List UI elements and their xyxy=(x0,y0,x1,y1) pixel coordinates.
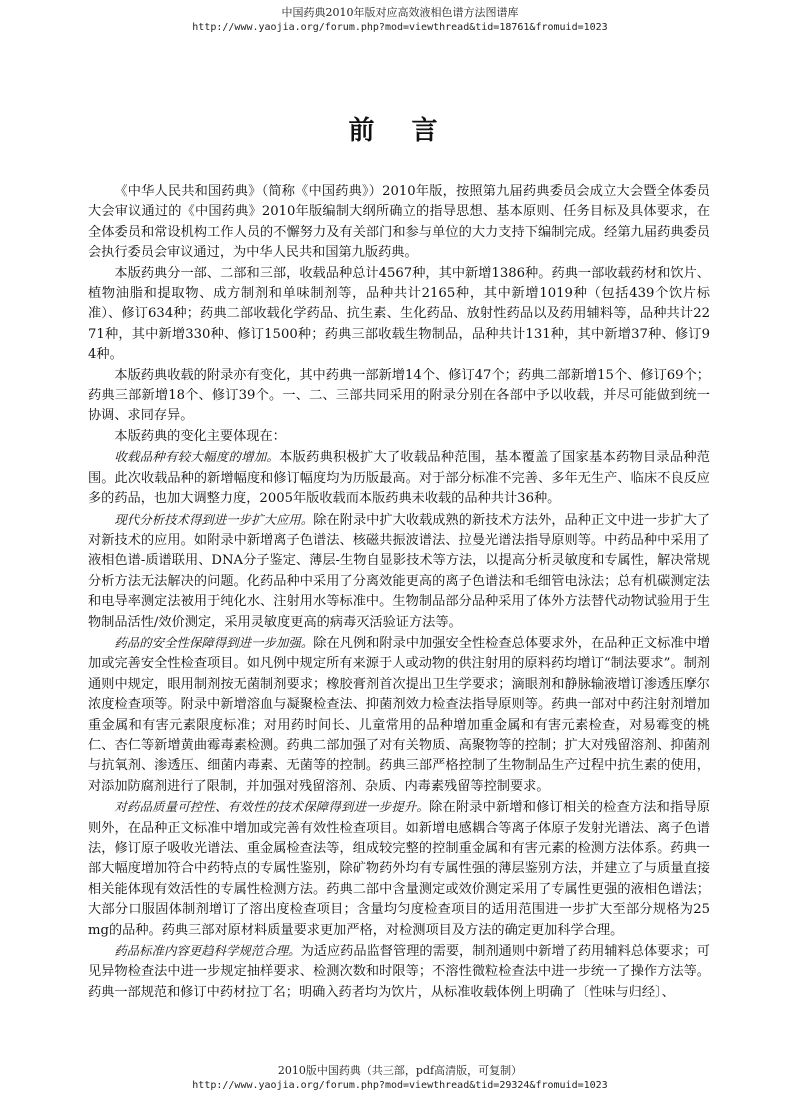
paragraph-text: 本版药典收载的附录亦有变化，其中药典一部新增14个、修订47个；药典二部新增15个、修订69个；药典三部新增18个、修订39个。一、二、三部共同采用的附录分别在各部中予以收载，并尽可能做到统一协调、求同存异。 xyxy=(88,367,710,424)
paragraph-3 xyxy=(88,366,710,427)
footer-url[interactable]: http://www.yaojia.org/forum.php?mod=viewthread&tid=29324&fromuid=1023 xyxy=(192,1080,608,1091)
paragraph-text: 除在附录中扩大收载成熟的新技术方法外，品种正文中进一步扩大了对新技术的应用。如附录中新增离子色谱法、核磁共振波谱法、拉曼光谱法指导原则等。中药品种中采用了液相色谱-质谱联用、DNA分子鉴定、薄层-生物自显影技术等方法，以提高分析灵敏度和专属性，解决常规分析方法无法解决的问题。化药品种中采用了分离效能更高的离子色谱法和毛细管电泳法；总有机碳测定法和电导率测定法被用于纯化水、注射用水等标准中。生物制品部分品种采用了体外方法替代动物试验用于生物制品活性/效价测定，采用灵敏度更高的病毒灭活验证方法等。 xyxy=(88,512,711,630)
paragraph-text: 《中华人民共和国药典》（简称《中国药典》）2010年版，按照第九届药典委员会成立大会暨全体委员大会审议通过的《中国药典》2010年版编制大纲所确立的指导思想、基本原则、任务目标及具体要求，在全体委员和常设机构工作人员的不懈努力及有关部门和参与单位的大力支持下编制完成。经第九届药典委员会执行委员会审议通过，为中华人民共和国第九版药典。 xyxy=(88,184,710,261)
paragraph-9 xyxy=(88,941,710,1003)
paragraph-5 xyxy=(88,447,710,509)
paragraph-lead: 收载品种有较大幅度的增加。 xyxy=(114,449,280,465)
footer-title: 2010版中国药典（共三部，pdf高清版，可复制） xyxy=(277,1064,523,1077)
paragraph-8 xyxy=(88,797,710,941)
document-body xyxy=(88,182,710,1003)
paragraph-text: 除在凡例和附录中加强安全性检查总体要求外，在品种正文标准中增加或完善安全性检查项目。如凡例中规定所有来源于人或动物的供注射用的原料药均增订“制法要求”。制剂通则中规定，眼用制剂按无菌制剂要求；橡胶膏剂首次提出卫生学要求；滴眼剂和静脉输液增订渗透压摩尔浓度检查项等。附录中新增溶血与凝聚检查法、抑菌剂效力检查法指导原则等。药典一部对中药注射剂增加重金属和有害元素限度标准；对用药时间长、儿童常用的品种增加重金属和有害元素检查，对易霉变的桃仁、杏仁等新增黄曲霉毒素检测。药典二部加强了对有关物质、高聚物等的控制；扩大对残留溶剂、抑菌剂与抗氧剂、渗透压、细菌内毒素、无菌等的控制。药典三部严格控制了生物制品生产过程中抗生素的使用，对添加防腐剂进行了限制，并加强对残留溶剂、杂质、内毒素残留等控制要求。 xyxy=(88,635,711,794)
paragraph-lead: 现代分析技术得到进一步扩大应用。 xyxy=(114,511,314,527)
paragraph-1 xyxy=(88,182,710,264)
paragraph-lead: 药品标准内容更趋科学规范合理。 xyxy=(114,943,301,959)
header-title: 中国药典2010年版对应高效液相色谱方法图谱库 xyxy=(281,6,519,19)
header-url[interactable]: http://www.yaojia.org/forum.php?mod=viewthread&tid=18761&fromuid=1023 xyxy=(192,22,608,33)
paragraph-text: 本版药典的变化主要体现在： xyxy=(114,428,286,444)
paragraph-2 xyxy=(88,264,710,366)
paragraph-4 xyxy=(88,427,710,447)
paragraph-text: 本版药典积极扩大了收载品种范围，基本覆盖了国家基本药物目录品种范围。此次收载品种的新增幅度和修订幅度均为历版最高。对于部分标准不完善、多年无生产、临床不良反应多的药品，也加大调整力度，2005年版收载而本版药典未收载的品种共计36种。 xyxy=(88,450,710,507)
paragraph-6 xyxy=(88,510,710,633)
paragraph-lead: 药品的安全性保障得到进一步加强。 xyxy=(114,634,314,650)
paragraph-lead: 对药品质量可控性、有效性的技术保障得到进一步提升。 xyxy=(114,799,430,815)
page-title: 前 言 xyxy=(348,116,452,146)
paragraph-7 xyxy=(88,633,710,797)
paragraph-text: 为适应药品监督管理的需要，制剂通则中新增了药用辅料总体要求；可见异物检查法中进一步规定抽样要求、检测次数和时限等；不溶性微粒检查法中进一步统一了操作方法等。药典一部规范和修订中药材拉丁名；明确入药者均为饮片，从标准收载体例上明确了〔性味与归经〕、 xyxy=(88,944,710,1000)
paragraph-text: 本版药典分一部、二部和三部，收载品种总计4567种，其中新增1386种。药典一部收载药材和饮片、植物油脂和提取物、成方制剂和单味制剂等，品种共计2165种，其中新增1019种（包括439个饮片标准）、修订634种；药典二部收载化学药品、抗生素、生化药品、放射性药品以及药用辅料等，品种共计2271种，其中新增330种、修订1500种；药典三部收载生物制品，品种共计131种，其中新增37种、修订94种。 xyxy=(88,265,710,363)
paragraph-text: 除在附录中新增和修订相关的检查方法和指导原则外，在品种正文标准中增加或完善有效性检查项目。如新增电感耦合等离子体原子发射光谱法、离子色谱法，修订原子吸收光谱法、重金属检查法等，组成较完整的控制重金属和有害元素的检测方法体系。药典一部大幅度增加符合中药特点的专属性鉴别，除矿物药外均有专属性强的薄层鉴别方法，并建立了与质量直接相关能体现有效活性的专属性检测方法。药典二部中含量测定或效价测定采用了专属性更强的液相色谱法；大部分口服固体制剂增订了溶出度检查项目；含量均匀度检查项目的适用范围进一步扩大至部分规格为25mg的品种。药典三部对原材料质量要求更加严格，对检测项目及方法的确定更加科学合理。 xyxy=(88,800,711,938)
